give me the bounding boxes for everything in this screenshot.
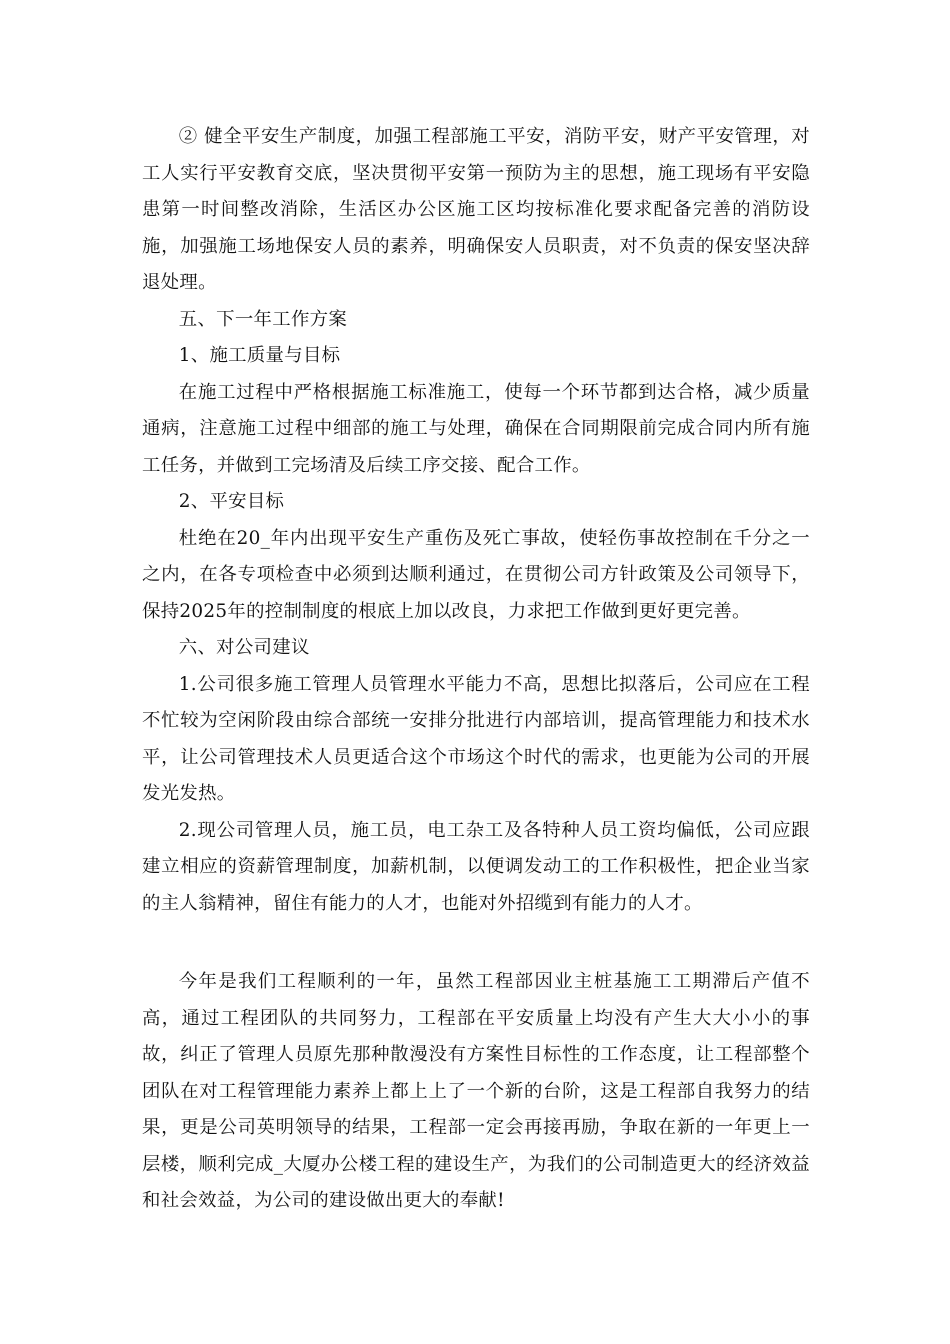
- heading-company-suggestions: 六、对公司建议: [178, 637, 310, 658]
- paragraph-safety-goal: 杜绝在20_年内出现平安生产重伤及死亡事故，使轻伤事故控制在千分之一之内，在各专项检查中必须到达顺利通过，在贯彻公司方针政策及公司领导下，保持2025年的控制制度的根底上加以改良，力求把工作做到更好更完善。: [142, 527, 810, 622]
- heading-next-year-plan: 五、下一年工作方案: [178, 308, 348, 330]
- section-spacer: [142, 922, 810, 964]
- document-page: [142, 119, 810, 1220]
- paragraph-quality-goal: 在施工过程中严格根据施工标准施工，使每一个环节都到达合格，减少质量通病，注意施工过程中细部的施工与处理，确保在合同期限前完成合同内所有施工任务，并做到工完场清及后续工序交接、配合工作。: [142, 381, 810, 476]
- paragraph-suggestion-1: 1.公司很多施工管理人员管理水平能力不高，思想比拟落后，公司应在工程不忙较为空闲阶段由综合部统一安排分批进行内部培训，提高管理能力和技术水平，让公司管理技术人员更适合这个市场这个时代的需求，也更能为公司的开展发光发热。: [142, 673, 810, 804]
- paragraph-safety-system: ② 健全平安生产制度，加强工程部施工平安，消防平安，财产平安管理，对工人实行平安教育交底，坚决贯彻平安第一预防为主的思想，施工现场有平安隐患第一时间整改消除，生活区办公区施工区均按标准化要求配备完善的消防设施，加强施工场地保安人员的素养，明确保安人员职责，对不负责的保安坚决辞退处理。: [142, 126, 810, 293]
- heading-quality-goal: 1、施工质量与目标: [178, 345, 341, 366]
- paragraph-suggestion-2: 2.现公司管理人员，施工员，电工杂工及各特种人员工资均偏低，公司应跟建立相应的资薪管理制度，加薪机制，以便调发动工的工作积极性，把企业当家的主人翁精神，留住有能力的人才，也能对外招缆到有能力的人才。: [142, 819, 810, 914]
- heading-safety-goal: 2、平安目标: [178, 491, 285, 512]
- paragraph-conclusion: 今年是我们工程顺利的一年，虽然工程部因业主桩基施工工期滞后产值不高，通过工程团队的共同努力，工程部在平安质量上均没有产生大大小小的事故，纠正了管理人员原先那种散漫没有方案性目标性的工作态度，让工程部整个团队在对工程管理能力素养上都上上了一个新的台阶，这是工程部自我努力的结果，更是公司英明领导的结果，工程部一定会再接再励，争取在新的一年更上一层楼，顺利完成_大厦办公楼工程的建设生产，为我们的公司制造更大的经济效益和社会效益，为公司的建设做出更大的奉献!: [142, 971, 810, 1211]
